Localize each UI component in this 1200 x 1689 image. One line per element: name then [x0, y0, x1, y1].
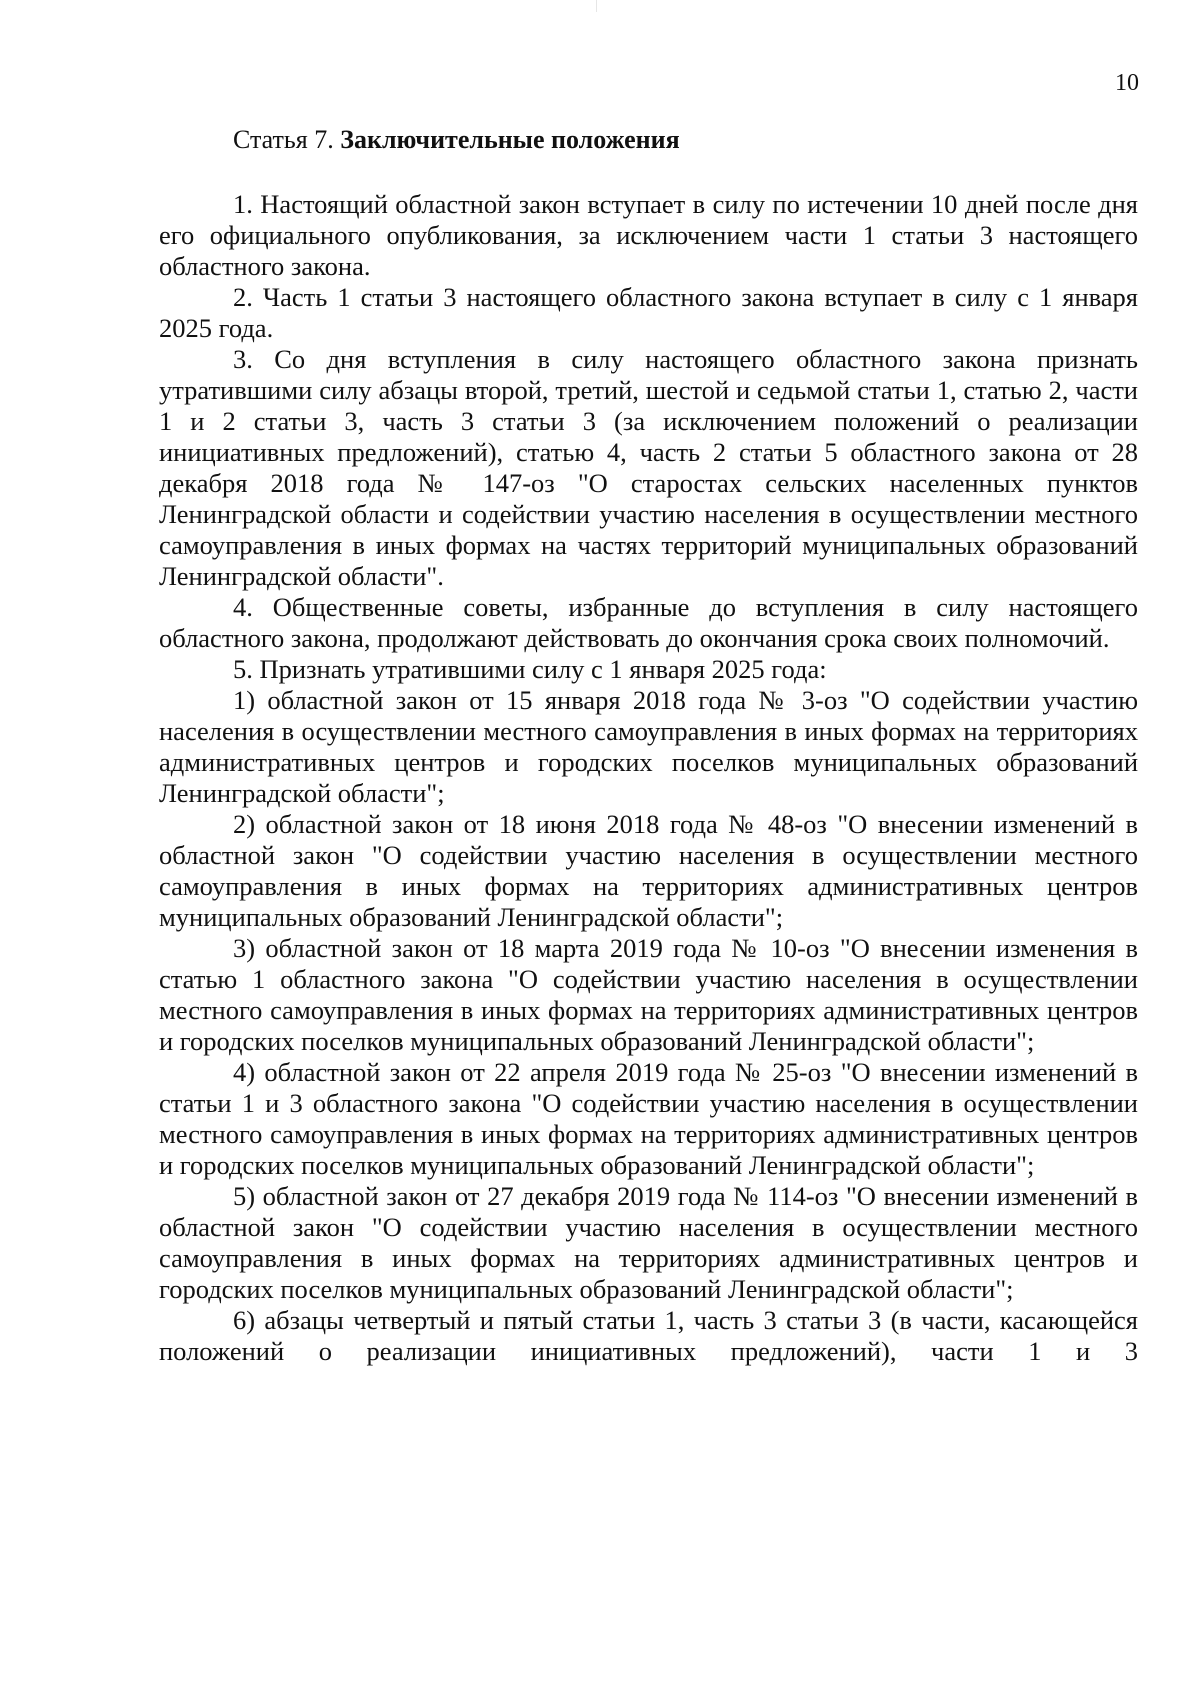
list-item-4: 4) областной закон от 22 апреля 2019 года № 25-оз "О внесении изменений в статьи 1 и 3 областного закона "О содействии участию населения в осуществлении местного самоуправления в иных формах на территориях административных центров и городских поселков муниципальных образований Ленинградской области"; — [159, 1057, 1138, 1180]
list-item-5: 5) областной закон от 27 декабря 2019 года № 114-оз "О внесении изменений в областной закон "О содействии участию населения в осуществлении местного самоуправления в иных формах на территориях административных центров и городских поселков муниципальных образований Ленинградской области"; — [159, 1181, 1138, 1304]
paragraph-3: 3. Со дня вступления в силу настоящего областного закона признать утратившими силу абзацы второй, третий, шестой и седьмой статьи 1, статью 2, части 1 и 2 статьи 3, часть 3 статьи 3 (за исключением положений о реализации инициативных предложений), статью 4, часть 2 статьи 5 областного закона от 28 декабря 2018 года № 147-оз "О старостах сельских населенных пунктов Ленинградской области и содействии участию населения в осуществлении местного самоуправления в иных формах на частях территорий муниципальных образований Ленинградской области". — [159, 344, 1138, 591]
list-item-1: 1) областной закон от 15 января 2018 года № 3-оз "О содействии участию населения в осуществлении местного самоуправления в иных формах на территориях административных центров и городских поселков муниципальных образований Ленинградской области"; — [159, 685, 1138, 808]
list-item-3: 3) областной закон от 18 марта 2019 года № 10-оз "О внесении изменения в статью 1 областного закона "О содействии участию населения в осуществлении местного самоуправления в иных формах на территориях административных центров и городских поселков муниципальных образований Ленинградской области"; — [159, 933, 1138, 1056]
paragraph-1: 1. Настоящий областной закон вступает в силу по истечении 10 дней после дня его официального опубликования, за исключением части 1 статьи 3 настоящего областного закона. — [159, 189, 1138, 281]
scan-artifact — [596, 0, 597, 12]
list-item-2: 2) областной закон от 18 июня 2018 года № 48-оз "О внесении изменений в областной закон "О содействии участию населения в осуществлении местного самоуправления в иных формах на территориях административных центров муниципальных образований Ленинградской области"; — [159, 809, 1138, 932]
list-item-6: 6) абзацы четвертый и пятый статьи 1, часть 3 статьи 3 (в части, касающейся положений о реализации инициативных предложений), части 1 и 3 — [159, 1305, 1138, 1366]
document-body — [159, 189, 1138, 1367]
article-prefix: Статья 7. — [233, 125, 341, 154]
paragraph-5: 5. Признать утратившими силу с 1 января 2025 года: — [233, 654, 827, 684]
article-heading: Заключительные положения — [340, 125, 680, 154]
article-title — [233, 124, 680, 156]
page-number: 10 — [1115, 70, 1139, 96]
paragraph-2: 2. Часть 1 статьи 3 настоящего областного закона вступает в силу с 1 января 2025 года. — [159, 282, 1138, 343]
paragraph-4: 4. Общественные советы, избранные до вступления в силу настоящего областного закона, продолжают действовать до окончания срока своих полномочий. — [159, 592, 1138, 653]
